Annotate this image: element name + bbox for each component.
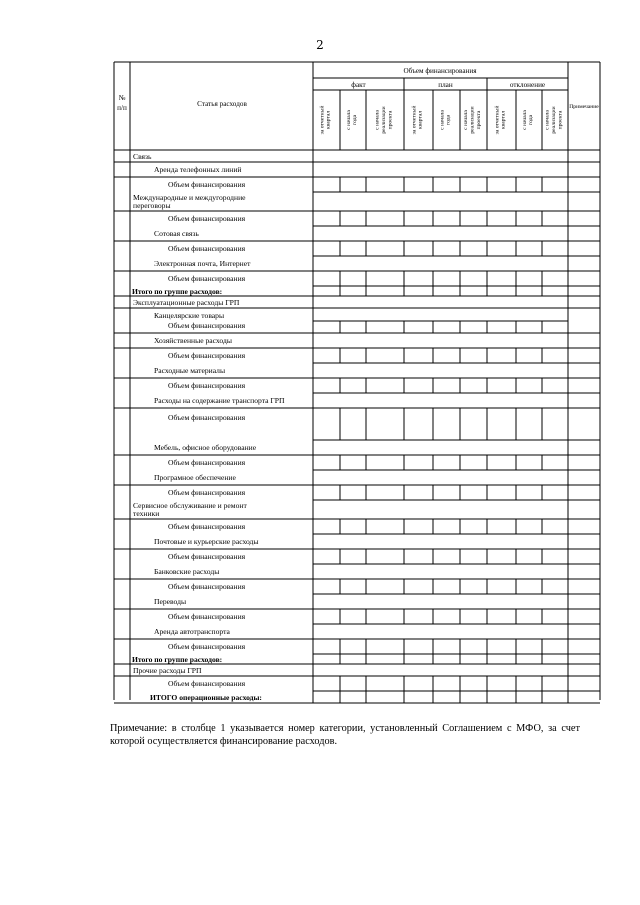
subcol-header-2-2: с началареализациипроекта <box>544 106 564 134</box>
item-label: Расходные материалы <box>154 366 226 375</box>
group-total-label: Итого по группе расходов: <box>132 287 223 296</box>
financing-label: Объем финансирования <box>168 351 246 360</box>
volume-label: Объем финансирования <box>403 67 477 75</box>
item-label: Электронная почта, Интернет <box>154 259 251 268</box>
financing-label: Объем финансирования <box>168 321 246 330</box>
category-label: Эксплуатационные расходы ГРП <box>133 298 240 307</box>
page-number: 2 <box>316 38 324 52</box>
group-total-label: Итого по группе расходов: <box>132 655 223 664</box>
item-label: Мебель, офисное оборудование <box>154 443 257 452</box>
grand-total-label: ИТОГО операционные расходы: <box>150 693 262 702</box>
item-label: Аренда автотранспорта <box>154 627 230 636</box>
num-col-label-2: п/п <box>117 104 127 112</box>
subcol-header-2-1: с началагода <box>521 110 535 130</box>
item-label-cont: переговоры <box>133 201 171 210</box>
item-label: Хозяйственные расходы <box>154 336 232 345</box>
item-label: Сервисное обслуживание и ремонт <box>133 501 247 510</box>
subcol-header-0-0: за отчетныйквартал <box>319 105 332 135</box>
item-label: Аренда телефонных линий <box>154 165 242 174</box>
financing-label: Объем финансирования <box>168 522 246 531</box>
financing-label: Объем финансирования <box>168 642 246 651</box>
category-label: Связь <box>133 152 152 161</box>
financing-label: Объем финансирования <box>168 381 246 390</box>
num-col-label: № <box>118 94 126 102</box>
footnote: Примечание: в столбце 1 указывается номер категории, установленный Соглашением с МФО, за счет которой осуществляется финансирование расходов. <box>110 723 580 747</box>
subcol-header-2-0: за отчетныйквартал <box>494 105 507 135</box>
group-label-1: план <box>438 81 453 89</box>
remarks-label: Примечание <box>569 104 599 110</box>
financing-label: Объем финансирования <box>168 582 246 591</box>
subcol-header-1-2: с началареализациипроекта <box>463 106 482 134</box>
financing-label: Объем финансирования <box>168 214 246 223</box>
financing-label: Объем финансирования <box>168 244 246 253</box>
financing-label: Объем финансирования <box>168 679 246 688</box>
financing-label: Объем финансирования <box>168 180 246 189</box>
item-label: Сотовая связь <box>154 229 199 238</box>
item-label: Почтовые и курьерские расходы <box>154 537 259 546</box>
financing-label: Объем финансирования <box>168 552 246 561</box>
item-label: Банковские расходы <box>154 567 220 576</box>
category-label: Прочие расходы ГРП <box>133 666 202 675</box>
financing-label: Объем финансирования <box>168 274 246 283</box>
financing-label: Объем финансирования <box>168 488 246 497</box>
group-label-0: факт <box>351 81 366 89</box>
financing-label: Объем финансирования <box>168 413 246 422</box>
item-label: Расходы на содержание транспорта ГРП <box>154 396 285 405</box>
subcol-header-0-2: с началареализациипроекта <box>374 106 394 134</box>
item-label: Програмное обеспечение <box>154 473 236 482</box>
financing-label: Объем финансирования <box>168 458 246 467</box>
subcol-header-1-1: с началагода <box>439 110 452 130</box>
item-label: Международные и междугородние <box>133 193 246 202</box>
item-col-label: Статья расходов <box>197 100 247 108</box>
item-label: Канцелярские товары <box>154 311 225 320</box>
financing-label: Объем финансирования <box>168 612 246 621</box>
item-label-cont: техники <box>133 509 160 518</box>
item-label: Переводы <box>154 597 187 606</box>
subcol-header-0-1: с началагода <box>345 110 359 130</box>
group-label-2: отклонение <box>509 81 546 89</box>
subcol-header-1-0: за отчетныйквартал <box>411 105 424 135</box>
